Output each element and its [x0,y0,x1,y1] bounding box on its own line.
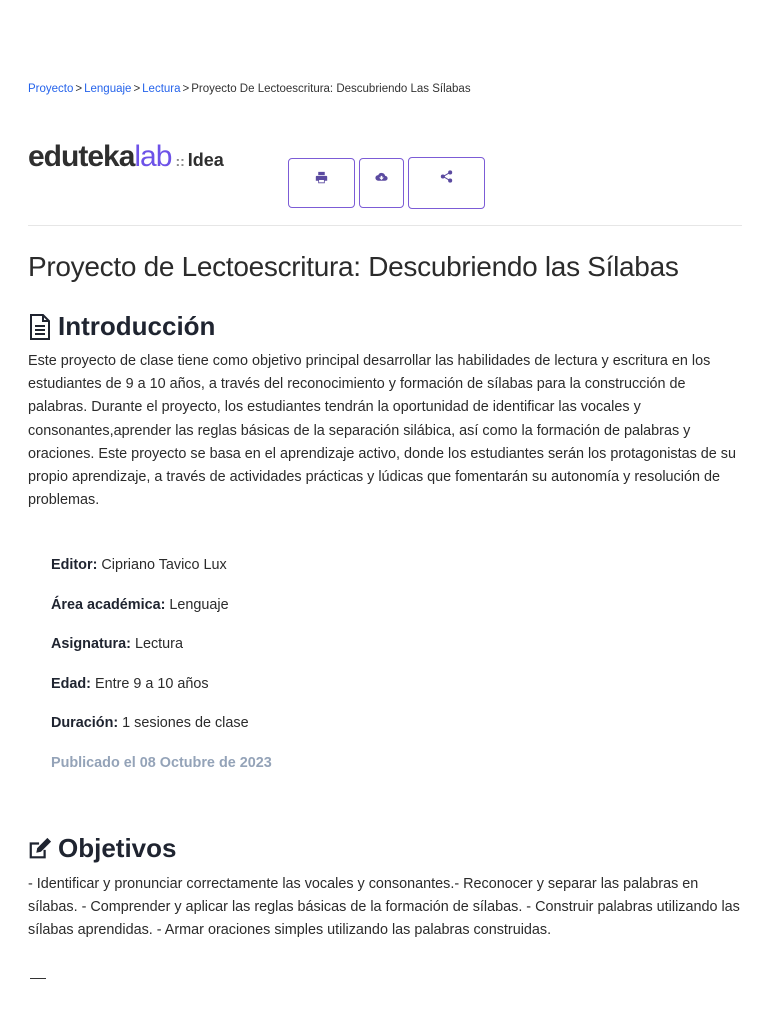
meta-edad-label: Edad: [51,676,91,692]
share-button[interactable] [408,157,485,209]
meta-area [51,597,229,613]
logo-text-eduteka: eduteka [28,140,135,173]
breadcrumb-separator: > [133,83,141,95]
section-dash [30,978,46,979]
download-button[interactable] [359,158,404,208]
document-icon [28,314,52,340]
objectives-heading-text: Objetivos [58,833,177,863]
introduction-heading-text: Introducción [58,311,216,341]
meta-edad [51,676,209,692]
introduction-heading [28,311,215,342]
breadcrumb [28,83,471,95]
print-button[interactable] [288,158,355,208]
meta-edad-value: Entre 9 a 10 años [94,676,209,692]
print-icon [315,171,328,184]
logo-text-lab: lab [134,140,172,173]
cloud-download-icon [375,171,388,184]
logo-colons: :: [175,153,185,169]
meta-editor-value: Cipriano Tavico Lux [101,557,227,573]
breadcrumb-link-proyecto[interactable]: Proyecto [28,83,74,95]
meta-editor [51,557,227,573]
published-date: Publicado el 08 Octubre de 2023 [51,755,272,771]
meta-duracion-value: 1 sesiones de clase [122,715,249,731]
meta-duracion [51,715,249,731]
edit-icon [28,836,52,862]
meta-duracion-label: Duración: [51,715,119,731]
share-icon [440,170,453,183]
objectives-text: - Identificar y pronunciar correctamente las vocales y consonantes.- Reconocer y separar las palabras en sílabas. - Comprender y aplicar las reglas básicas de la formación de sílabas. - Construir palabras utilizando las sílabas aprendidas. - Armar oraciones simples utilizando las palabras construidas. [28,876,740,939]
meta-asignatura-label: Asignatura: [51,636,131,652]
meta-asignatura [51,636,183,652]
breadcrumb-separator: > [182,83,190,95]
objectives-heading [28,833,176,864]
breadcrumb-current: Proyecto De Lectoescritura: Descubriendo Las Sílabas [191,83,471,95]
breadcrumb-link-lectura[interactable]: Lectura [142,83,181,95]
introduction-text: Este proyecto de clase tiene como objetivo principal desarrollar las habilidades de lectura y escritura en los estudiantes de 9 a 10 años, a través del reconocimiento y formación de sílabas para la construcción de palabras. Durante el proyecto, los estudiantes tendrán la oportunidad de identificar las vocales y consonantes,aprender las reglas básicas de la separación silábica, así como la formación de palabras y oraciones. Este proyecto se basa en el aprendizaje activo, donde los estudiantes serán los protagonistas de su propio aprendizaje, a través de actividades prácticas y lúdicas que fomentarán su autonomía y resolución de problemas. [28,353,736,509]
meta-editor-label: Editor: [51,557,98,573]
meta-area-label: Área académica: [51,597,166,613]
logo-text-idea: Idea [187,150,224,170]
meta-area-value: Lenguaje [169,597,229,613]
page-title: Proyecto de Lectoescritura: Descubriendo las Sílabas [28,251,679,282]
meta-asignatura-value: Lectura [134,636,183,652]
edutekalab-logo[interactable] [28,140,224,180]
breadcrumb-link-lenguaje[interactable]: Lenguaje [84,83,132,95]
breadcrumb-separator: > [75,83,83,95]
header-divider [28,225,742,226]
